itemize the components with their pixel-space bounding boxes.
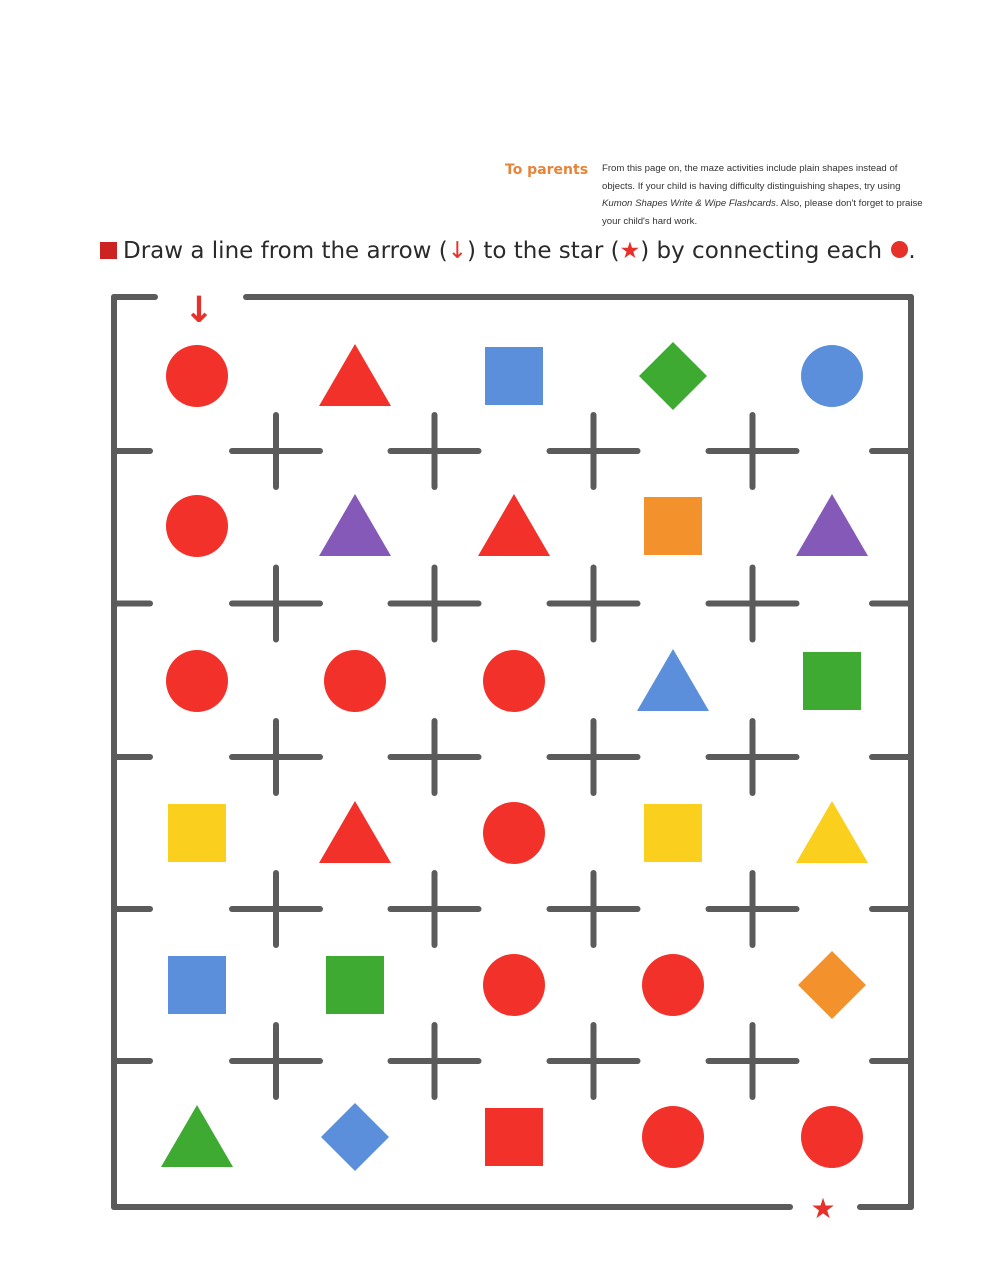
red-circle-icon	[483, 650, 545, 712]
blue-triangle-icon	[637, 649, 709, 711]
blue-diamond-icon	[321, 1103, 389, 1171]
green-square-icon	[326, 956, 384, 1014]
red-circle-icon	[801, 1106, 863, 1168]
parents-note-text-part: . Also, please don't forget to praise your child's hard work.	[602, 198, 923, 227]
start-arrow-icon: ↓	[183, 290, 215, 331]
maze-walls	[114, 297, 911, 1207]
green-square-icon	[803, 652, 861, 710]
blue-square-icon	[485, 347, 543, 405]
yellow-square-icon	[644, 804, 702, 862]
parents-note-text-part: From this page on, the maze activities include plain shapes instead of objects. If your child is having difficulty distinguishing shapes, try using	[602, 163, 901, 192]
red-triangle-icon	[319, 801, 391, 863]
orange-diamond-icon	[798, 951, 866, 1019]
green-diamond-icon	[639, 342, 707, 410]
purple-triangle-icon	[796, 494, 868, 556]
goal-star-icon: ★	[810, 1192, 836, 1225]
red-circle-icon	[166, 345, 228, 407]
red-circle-icon	[483, 802, 545, 864]
red-circle-icon	[483, 954, 545, 1016]
arrow-down-icon: ↓	[447, 238, 468, 264]
orange-square-icon	[644, 497, 702, 555]
red-square-icon	[485, 1108, 543, 1166]
instruction-text: ) by connecting each	[640, 238, 890, 264]
parents-note-label: To parents	[505, 162, 589, 178]
red-circle-icon	[166, 495, 228, 557]
red-circle-icon	[642, 954, 704, 1016]
yellow-triangle-icon	[796, 801, 868, 863]
red-triangle-icon	[478, 494, 550, 556]
green-triangle-icon	[161, 1105, 233, 1167]
instruction-text: Draw a line from the arrow (	[123, 238, 448, 264]
instruction-text: .	[908, 238, 916, 264]
yellow-square-icon	[168, 804, 226, 862]
blue-square-icon	[168, 956, 226, 1014]
red-circle-icon	[642, 1106, 704, 1168]
blue-circle-icon	[801, 345, 863, 407]
red-circle-icon	[324, 650, 386, 712]
purple-triangle-icon	[319, 494, 391, 556]
star-icon: ★	[619, 238, 641, 264]
red-circle-icon	[166, 650, 228, 712]
instruction-text: ) to the star (	[467, 238, 620, 264]
red-triangle-icon	[319, 344, 391, 406]
parents-note-product-name: Kumon Shapes Write & Wipe Flashcards	[602, 198, 776, 210]
